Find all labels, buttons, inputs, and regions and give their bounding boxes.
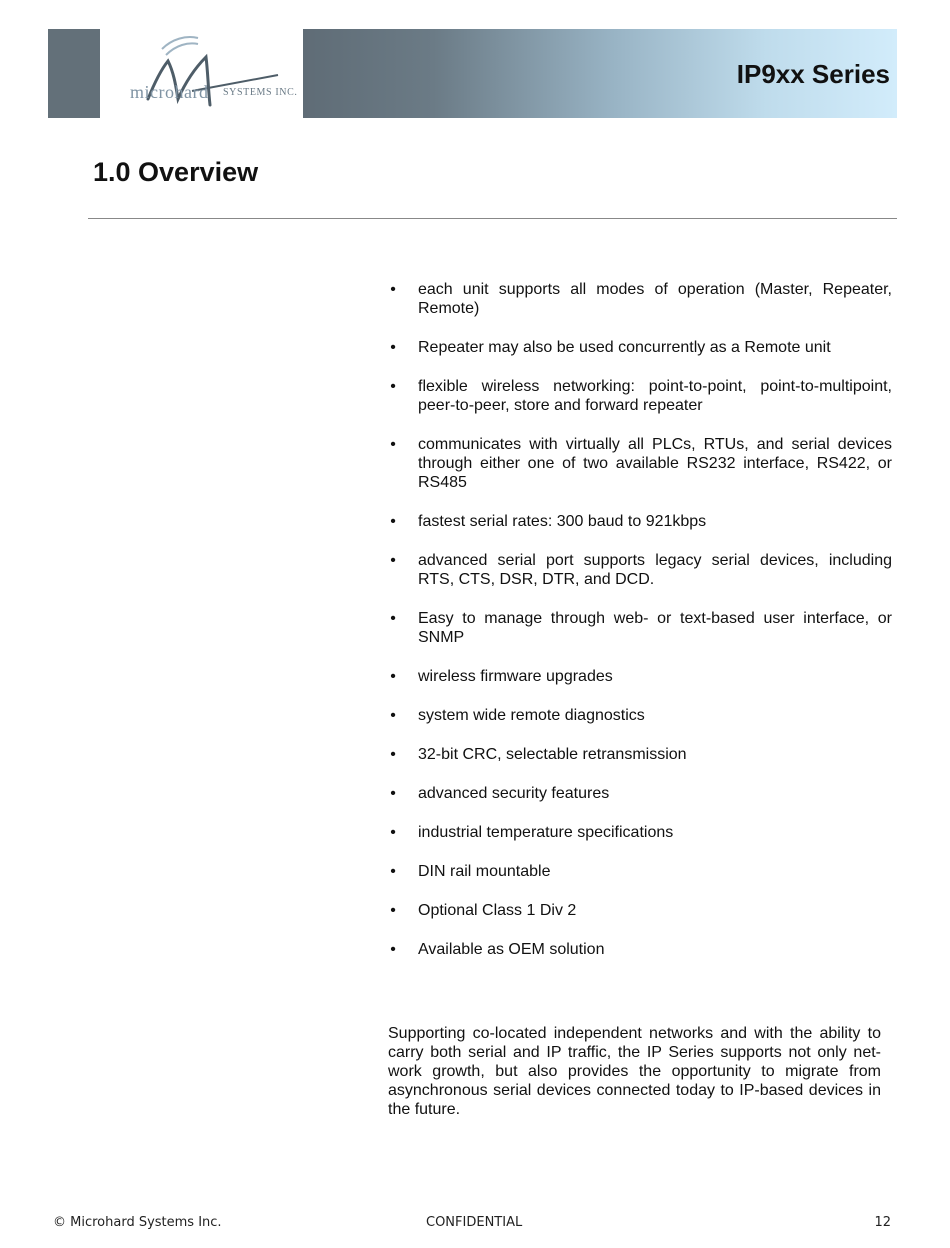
feature-list-item [388, 823, 892, 842]
feature-text: fastest serial rates: 300 baud to 921kbps [418, 513, 707, 530]
page-number: 12 [874, 1215, 891, 1230]
feature-text: advanced security features [418, 785, 610, 802]
feature-list-item [388, 435, 892, 492]
feature-text: 32-bit CRC, selectable retransmission [418, 746, 687, 763]
bullet-icon: • [390, 707, 396, 724]
company-logo [100, 29, 302, 118]
feature-list-item [388, 784, 892, 803]
microhard-logo-mark [100, 29, 302, 118]
series-title: IP9xx Series [736, 59, 890, 89]
bullet-icon: • [390, 610, 396, 627]
bullet-icon: • [390, 668, 396, 685]
feature-list [388, 280, 892, 979]
feature-text: Optional Class 1 Div 2 [418, 902, 577, 919]
bullet-icon: • [390, 552, 396, 569]
feature-list-item [388, 338, 892, 357]
bullet-icon: • [390, 339, 396, 356]
bullet-icon: • [390, 941, 396, 958]
header-gradient-bar [303, 29, 897, 118]
section-divider [88, 218, 897, 219]
feature-text: DIN rail mountable [418, 863, 551, 880]
feature-text: advanced serial port supports legacy serial devices, including RTS, CTS, DSR, DTR, and DCD. [418, 552, 892, 588]
bullet-icon: • [390, 436, 396, 453]
feature-list-item [388, 377, 892, 415]
feature-list-item [388, 706, 892, 725]
feature-list-item [388, 862, 892, 881]
section-title: 1.0 Overview [93, 157, 259, 187]
feature-list-item [388, 280, 892, 318]
bullet-icon: • [390, 785, 396, 802]
bullet-icon: • [390, 824, 396, 841]
feature-text: flexible wireless networking: point-to-point, point-to-multipoint, peer-to-peer, store and forward repeater [418, 378, 892, 414]
footer-copyright: © Microhard Systems Inc. [53, 1215, 222, 1230]
summary-paragraph: Supporting co-located independent networks and with the ability to carry both serial and IP traffic, the IP Series supports not only net-work growth, but also provides the opportunity to migrate from asynchronous serial devices connected today to IP-based devices in the future. [388, 1025, 881, 1118]
footer-confidential: CONFIDENTIAL [426, 1215, 523, 1230]
feature-text: system wide remote diagnostics [418, 707, 645, 724]
feature-list-item [388, 609, 892, 647]
feature-text: Repeater may also be used concurrently as a Remote unit [418, 339, 831, 356]
feature-list-item [388, 551, 892, 589]
feature-list-item [388, 745, 892, 764]
bullet-icon: • [390, 513, 396, 530]
bullet-icon: • [390, 902, 396, 919]
feature-text: Available as OEM solution [418, 941, 605, 958]
feature-text: wireless firmware upgrades [418, 668, 613, 685]
feature-list-item [388, 512, 892, 531]
bullet-icon: • [390, 863, 396, 880]
bullet-icon: • [390, 746, 396, 763]
page-header [48, 29, 897, 118]
logo-wordmark: microhard [130, 82, 209, 102]
bullet-icon: • [390, 378, 396, 395]
feature-text: industrial temperature specifications [418, 824, 674, 841]
header-left-block [48, 29, 100, 118]
feature-text: Easy to manage through web- or text-based user interface, or SNMP [418, 610, 892, 646]
logo-subtext: SYSTEMS INC. [223, 87, 298, 98]
feature-list-item [388, 940, 892, 959]
feature-list-item [388, 667, 892, 686]
feature-text: each unit supports all modes of operation (Master, Repeater, Remote) [418, 281, 892, 317]
bullet-icon: • [390, 281, 396, 298]
feature-text: communicates with virtually all PLCs, RTUs, and serial devices through either one of two available RS232 interface, RS422, or RS485 [418, 436, 892, 491]
feature-list-item [388, 901, 892, 920]
